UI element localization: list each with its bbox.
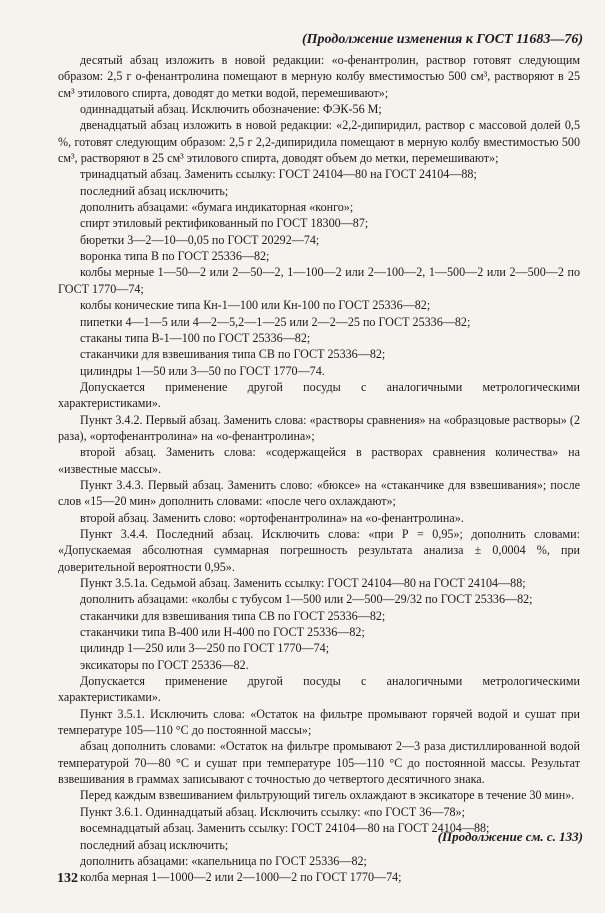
paragraph: воронка типа В по ГОСТ 25336—82;: [80, 249, 270, 264]
paragraph: Допускается применение другой посуды с аналогичными метрологическими характеристиками».: [58, 379, 580, 411]
paragraph: Допускается применение другой посуды с аналогичными метрологическими характеристиками».: [58, 674, 580, 705]
paragraph: цилиндры 1—50 или 3—50 по ГОСТ 1770—74.: [80, 363, 325, 378]
paragraph: тринадцатый абзац. Заменить ссылку: ГОСТ 24104—80 на ГОСТ 24104—88;: [80, 167, 477, 182]
paragraph: пипетки 4—1—5 или 4—2—5,2—1—25 или 2—2—25 по ГОСТ 25336—82;: [80, 314, 471, 329]
paragraph: стаканы типа В-1—100 по ГОСТ 25336—82;: [80, 330, 311, 345]
document-body: [58, 52, 580, 886]
running-header: (Продолжение изменения к ГОСТ 11683—76): [302, 32, 583, 47]
paragraph: Пункт 3.4.2. Первый абзац. Заменить слова: «растворы сравнения» на «образцовые растворы» (2 раза), «ортофенантролина» на «о-фенантролина»;: [58, 412, 580, 443]
paragraph: колбы конические типа Кн-1—100 или Кн-100 по ГОСТ 25336—82;: [80, 298, 431, 313]
paragraph: восемнадцатый абзац. Заменить ссылку: ГОСТ 24104—80 на ГОСТ 24104—88;: [80, 821, 490, 836]
paragraph: двенадцатый абзац изложить в новой редакции: «2,2-дипиридил, раствор с массовой долей 0,5 %, готовят следующим образом: 2,5 г 2,2-дипиридила помещают в мерную колбу вместимостью 500 см³, растворяют в 25 см³ этилового спирта, доводят объем до метки, перемешивают»;: [58, 118, 580, 166]
paragraph: Пункт 3.5.1а. Седьмой абзац. Заменить ссылку: ГОСТ 24104—80 на ГОСТ 24104—88;: [80, 576, 526, 590]
paragraph: второй абзац. Заменить слова: «содержащейся в растворах сравнения количества» на «известные массы».: [58, 445, 580, 476]
page-number: 132: [57, 871, 78, 886]
paragraph: одиннадцатый абзац. Исключить обозначение: ФЭК-56 М;: [80, 102, 382, 117]
paragraph: бюретки 3—2—10—0,05 по ГОСТ 20292—74;: [80, 232, 320, 247]
paragraph: десятый абзац изложить в новой редакции: «о-фенантролин, раствор готовят следующим образом: 2,5 г о-фенантролина помещают в мерную колбу вместимостью 500 см³, растворяют в 25 см³ этилового спирта, доводят до метки водой, перемешивают»;: [58, 53, 580, 100]
paragraph: стаканчики для взвешивания типа СВ по ГОСТ 25336—82;: [80, 608, 386, 623]
paragraph: стаканчики для взвешивания типа СВ по ГОСТ 25336—82;: [80, 347, 386, 362]
paragraph: дополнить абзацами: «бумага индикаторная «конго»;: [80, 200, 354, 215]
paragraph: Пункт 3.5.1. Исключить слова: «Остаток на фильтре промывают горячей водой и сушат при температуре 105—110 °С до постоянной массы»;: [58, 706, 580, 738]
paragraph: колбы мерные 1—50—2 или 2—50—2, 1—100—2 или 2—100—2, 1—500—2 или 2—500—2 по ГОСТ 1770—74;: [58, 265, 580, 296]
paragraph: Пункт 3.6.1. Одиннадцатый абзац. Исключить ссылку: «по ГОСТ 36—78»;: [80, 804, 465, 819]
paragraph: спирт этиловый ректификованный по ГОСТ 18300—87;: [80, 216, 369, 231]
paragraph: колба мерная 1—1000—2 или 2—1000—2 по ГОСТ 1770—74;: [80, 870, 402, 885]
paragraph: абзац дополнить словами: «Остаток на фильтре промывают 2—3 раза дистиллированной водой температурой 70—80 °С и сушат при температуре 105—110 °С до постоянной массы. Результат взвешивания в граммах записывают с точностью до четвертого десятичного знака.: [58, 739, 580, 787]
paragraph: цилиндр 1—250 или 3—250 по ГОСТ 1770—74;: [80, 641, 330, 656]
paragraph: дополнить абзацами: «капельница по ГОСТ 25336—82;: [80, 853, 367, 868]
paragraph: последний абзац исключить;: [80, 183, 229, 198]
paragraph: Пункт 3.4.3. Первый абзац. Заменить слово: «бюксе» на «стаканчике для взвешивания»; после слов «15—20 мин» дополнить словами: «после чего охлаждают»;: [58, 477, 580, 509]
paragraph: эксикаторы по ГОСТ 25336—82.: [80, 657, 249, 672]
paragraph: дополнить абзацами: «колбы с тубусом 1—500 или 2—500—29/32 по ГОСТ 25336—82;: [80, 592, 533, 607]
paragraph: Перед каждым взвешиванием фильтрующий тигель охлаждают в эксикаторе в течение 30 мин».: [80, 788, 575, 803]
paragraph: последний абзац исключить;: [80, 837, 229, 852]
continuation-note: (Продолжение см. с. 133): [437, 829, 583, 844]
paragraph: второй абзац. Заменить слово: «ортофенантролина» на «о-фенантролина».: [80, 510, 464, 525]
paragraph: Пункт 3.4.4. Последний абзац. Исключить слова: «при Р = 0,95»; дополнить словами: «Допускаемая абсолютная суммарная погрешность результата анализа ± 0,0004 %, при доверительной вероятности 0,95».: [58, 526, 580, 574]
paragraph: стаканчики типа В-400 или Н-400 по ГОСТ 25336—82;: [80, 625, 365, 640]
